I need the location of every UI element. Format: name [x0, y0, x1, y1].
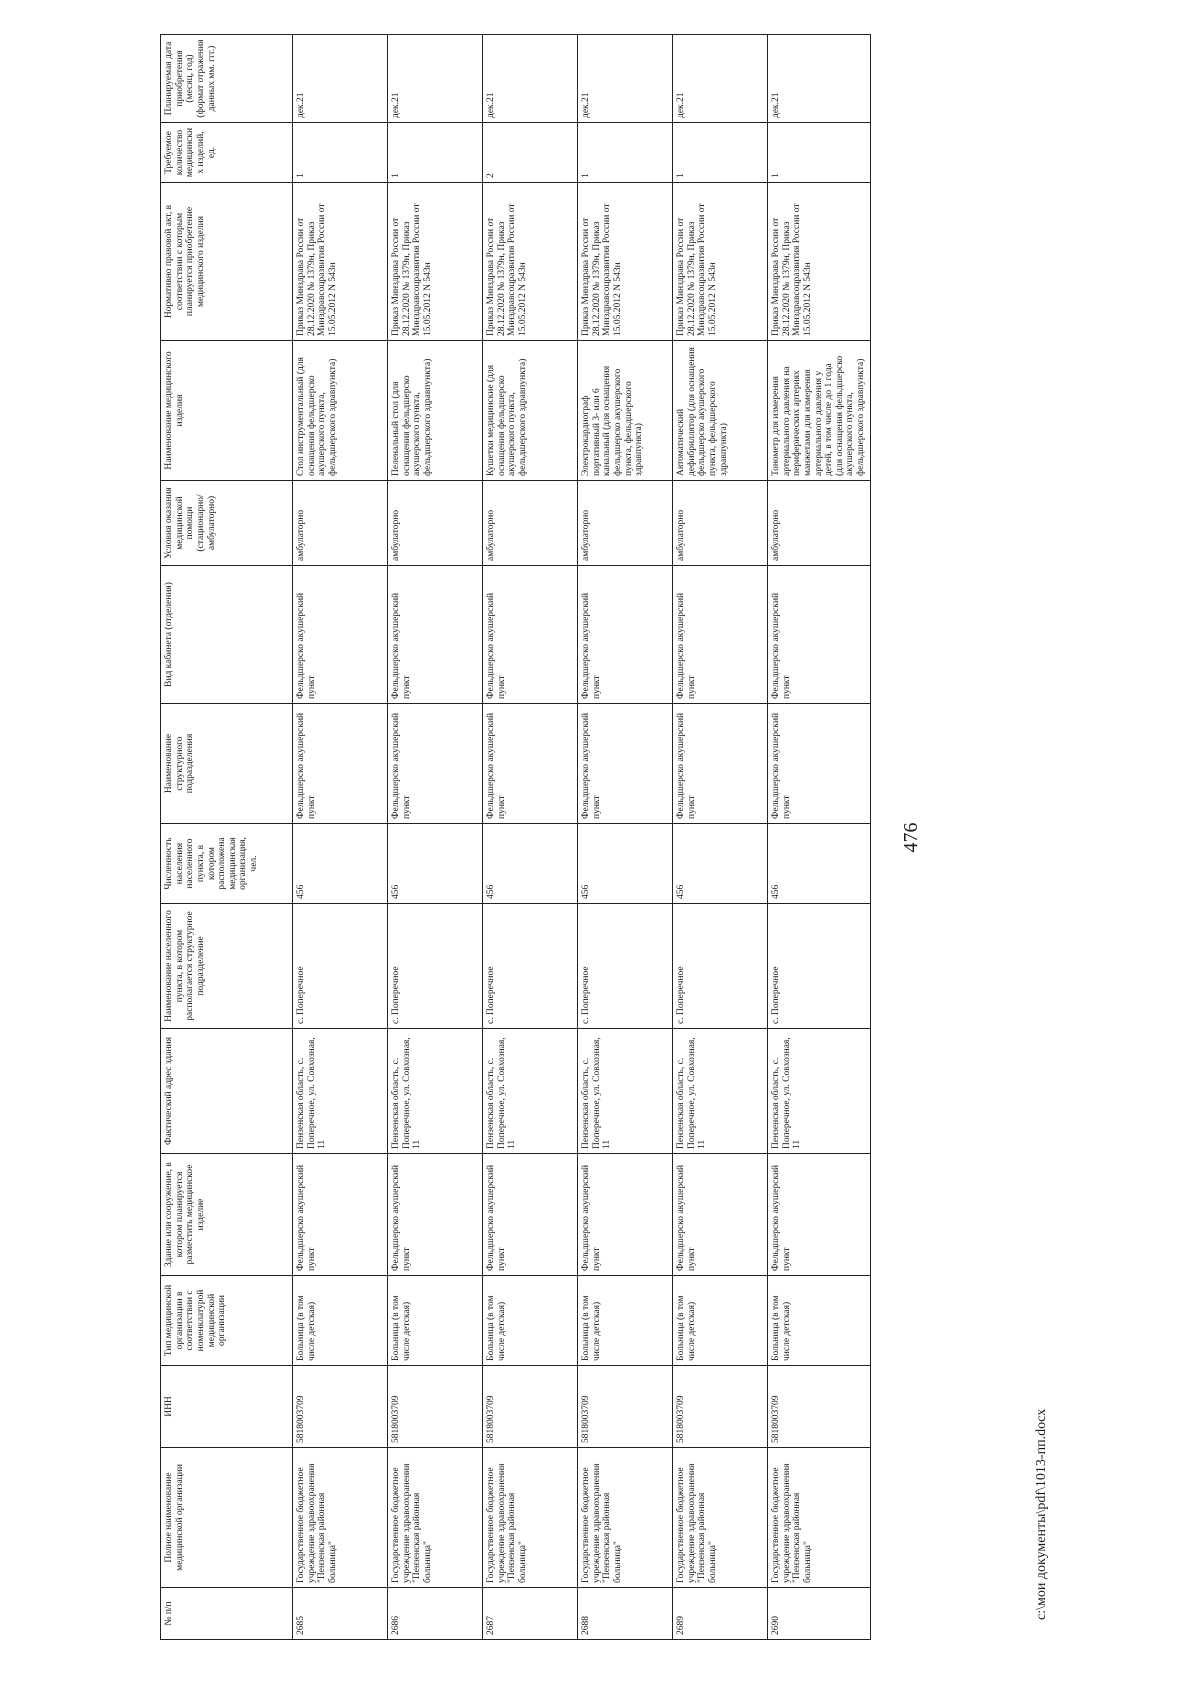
table-cell: Фельдшерско акушерский пункт [483, 1154, 578, 1276]
table-cell: Фельдшерско акушерский пункт [768, 1154, 871, 1276]
table-cell: 5818003709 [293, 1366, 388, 1448]
table-row [293, 35, 388, 1640]
table-cell: с. Поперечное [483, 904, 578, 1029]
table-cell: амбулаторно [293, 481, 388, 566]
table-cell: Фельдшерско акушерский пункт [768, 566, 871, 704]
table-cell: Приказ Минздрава России от 28.12.2020 № 1379н, Приказ Минздравсоцразвития России от 15.05.2012 N 543н [293, 183, 388, 341]
table-cell: 1 [578, 123, 673, 183]
column-header: Фактический адрес здания [161, 1029, 293, 1154]
page-number: 476 [900, 822, 922, 853]
table-cell: 2689 [673, 1588, 768, 1640]
table-cell: Государственное бюджетное учреждение здравоохранения "Пензенская районная больница" [673, 1448, 768, 1588]
table-cell: дек.21 [578, 35, 673, 123]
column-header: Полное наименование медицинской организации [161, 1448, 293, 1588]
column-header: ИНН [161, 1366, 293, 1448]
table-cell: Фельдшерско акушерский пункт [768, 704, 871, 824]
table-cell: Пензенская область, с. Поперечное, ул. Совхозная, 11 [483, 1029, 578, 1154]
table-cell: Фельдшерско акушерский пункт [578, 1154, 673, 1276]
table-cell: 5818003709 [483, 1366, 578, 1448]
table-cell: дек.21 [483, 35, 578, 123]
column-header: Нормативно правовой акт, в соответствии с которым планируется приобретение медицинского изделия [161, 183, 293, 341]
table-cell: Приказ Минздрава России от 28.12.2020 № 1379н, Приказ Минздравсоцразвития России от 15.05.2012 N 543н [673, 183, 768, 341]
table-cell: Пензенская область, с. Поперечное, ул. Совхозная, 11 [673, 1029, 768, 1154]
table-cell: 5818003709 [673, 1366, 768, 1448]
table-cell: 456 [768, 824, 871, 904]
table-cell: Фельдшерско акушерский пункт [673, 1154, 768, 1276]
table-cell: с. Поперечное [578, 904, 673, 1029]
table-row [768, 35, 871, 1640]
table-cell: Больница (в том числе детская) [673, 1276, 768, 1366]
column-header: Условия оказания медицинской помощи (стационарно/ амбулаторно) [161, 481, 293, 566]
table-header-row [161, 35, 293, 1640]
table-cell: Приказ Минздрава России от 28.12.2020 № 1379н, Приказ Минздравсоцразвития России от 15.05.2012 N 543н [483, 183, 578, 341]
table-cell: амбулаторно [578, 481, 673, 566]
table-cell: 2688 [578, 1588, 673, 1640]
table-cell: Фельдшерско акушерский пункт [673, 704, 768, 824]
column-header: Требуемое количество медицинских изделий, ед. [161, 123, 293, 183]
table-cell: 2690 [768, 1588, 871, 1640]
table-row [388, 35, 483, 1640]
table-cell: Государственное бюджетное учреждение здравоохранения "Пензенская районная больница" [388, 1448, 483, 1588]
table-cell: Пензенская область, с. Поперечное, ул. Совхозная, 11 [578, 1029, 673, 1154]
table-cell: 456 [673, 824, 768, 904]
table-cell: 456 [293, 824, 388, 904]
table-cell: Фельдшерско акушерский пункт [293, 1154, 388, 1276]
table-cell: 1 [388, 123, 483, 183]
table-cell: амбулаторно [388, 481, 483, 566]
table-cell: дек.21 [673, 35, 768, 123]
table-cell: Пензенская область, с. Поперечное, ул. Совхозная, 11 [388, 1029, 483, 1154]
table-cell: амбулаторно [673, 481, 768, 566]
column-header: № п/п [161, 1588, 293, 1640]
table-cell: Приказ Минздрава России от 28.12.2020 № 1379н, Приказ Минздравсоцразвития России от 15.05.2012 N 543н [388, 183, 483, 341]
table-cell: 2 [483, 123, 578, 183]
table-cell: дек.21 [388, 35, 483, 123]
table-cell: 1 [673, 123, 768, 183]
table-cell: Государственное бюджетное учреждение здравоохранения "Пензенская районная больница" [578, 1448, 673, 1588]
column-header: Численность населения населенного пункта, в котором расположена медицинская организация, чел. [161, 824, 293, 904]
table-cell: Автоматический дефибриллятор (для оснащения фельдшерско акушерского пункта, фельдшерского здравпункта) [673, 341, 768, 481]
table-cell: с. Поперечное [768, 904, 871, 1029]
table-cell: Фельдшерско акушерский пункт [483, 566, 578, 704]
table-cell: 1 [293, 123, 388, 183]
table-cell: 456 [578, 824, 673, 904]
table-cell: Больница (в том числе детская) [578, 1276, 673, 1366]
table-cell: Приказ Минздрава России от 28.12.2020 № 1379н, Приказ Минздравсоцразвития России от 15.05.2012 N 543н [768, 183, 871, 341]
column-header: Наименование медицинского изделия [161, 341, 293, 481]
table-cell: Фельдшерско акушерский пункт [483, 704, 578, 824]
table-cell: 2685 [293, 1588, 388, 1640]
table-cell: дек.21 [293, 35, 388, 123]
footer-file-path: c:\мои документы\pdf\1013-пп.docx [1034, 1408, 1049, 1620]
table-cell: Государственное бюджетное учреждение здравоохранения "Пензенская районная больница" [293, 1448, 388, 1588]
table-cell: 456 [483, 824, 578, 904]
rotated-page [160, 35, 1055, 1640]
table-cell: 5818003709 [768, 1366, 871, 1448]
equipment-table [160, 34, 871, 1640]
table-row [578, 35, 673, 1640]
table-cell: Фельдшерско акушерский пункт [578, 566, 673, 704]
table-cell: дек.21 [768, 35, 871, 123]
table-cell: Больница (в том числе детская) [293, 1276, 388, 1366]
table-cell: Стол инструментальный (для оснащения фельдшерско акушерского пункта, фельдшерского здравпункта) [293, 341, 388, 481]
table-cell: амбулаторно [768, 481, 871, 566]
column-header: Вид кабинета (отделения) [161, 566, 293, 704]
table-cell: 2687 [483, 1588, 578, 1640]
table-cell: Фельдшерско акушерский пункт [578, 704, 673, 824]
table-cell: Пеленальный стол (для оснащения фельдшерско акушерского пункта, фельдшерского здравпункта) [388, 341, 483, 481]
table-cell: амбулаторно [483, 481, 578, 566]
table-cell: Больница (в том числе детская) [388, 1276, 483, 1366]
table-cell: Государственное бюджетное учреждение здравоохранения "Пензенская районная больница" [483, 1448, 578, 1588]
table-cell: Тонометр для измерения артериального давления на периферических артериях манжетами для измерения артериального давления у детей, в том числе до 1 года (для оснащения фельдшерско акушерского пункта, фельдшерского здравпункта) [768, 341, 871, 481]
table-cell: Фельдшерско акушерский пункт [388, 1154, 483, 1276]
table-cell: Больница (в том числе детская) [768, 1276, 871, 1366]
table-cell: Государственное бюджетное учреждение здравоохранения "Пензенская районная больница" [768, 1448, 871, 1588]
table-cell: Кушетки медицинские (для оснащения фельдшерско акушерского пункта, фельдшерского здравпункта) [483, 341, 578, 481]
table-cell: Фельдшерско акушерский пункт [673, 566, 768, 704]
table-cell: Пензенская область, с. Поперечное, ул. Совхозная, 11 [768, 1029, 871, 1154]
table-cell: с. Поперечное [388, 904, 483, 1029]
table-cell: 5818003709 [578, 1366, 673, 1448]
table-cell: 2686 [388, 1588, 483, 1640]
table-cell: Приказ Минздрава России от 28.12.2020 № 1379н, Приказ Минздравсоцразвития России от 15.05.2012 N 543н [578, 183, 673, 341]
table-cell: Фельдшерско акушерский пункт [388, 566, 483, 704]
table-cell: Больница (в том числе детская) [483, 1276, 578, 1366]
column-header: Планируемая дата приобретения (месяц, год) (формат отражения данных мм. ггг.) [161, 35, 293, 123]
table-cell: 456 [388, 824, 483, 904]
column-header: Наименование населенного пункта, в котором располагается структурное подразделение [161, 904, 293, 1029]
table-row [483, 35, 578, 1640]
table-cell: Фельдшерско акушерский пункт [388, 704, 483, 824]
table-cell: с. Поперечное [673, 904, 768, 1029]
table-cell: Пензенская область, с. Поперечное, ул. Совхозная, 11 [293, 1029, 388, 1154]
table-cell: с. Поперечное [293, 904, 388, 1029]
table-cell: Фельдшерско акушерский пункт [293, 566, 388, 704]
column-header: Здание или сооружение, в котором планируется разместить медицинское изделие [161, 1154, 293, 1276]
column-header: Наименование структурного подразделения [161, 704, 293, 824]
column-header: Тип медицинской организации в соответствии с номенклатурой медицинской организации [161, 1276, 293, 1366]
table-cell: Фельдшерско акушерский пункт [293, 704, 388, 824]
table-cell: Электрокардиограф портативный 3- или 6 канальный (для оснащения фельдшерско акушерского пункта, фельдшерского здравпункта) [578, 341, 673, 481]
table-row [673, 35, 768, 1640]
table-cell: 1 [768, 123, 871, 183]
table-cell: 5818003709 [388, 1366, 483, 1448]
